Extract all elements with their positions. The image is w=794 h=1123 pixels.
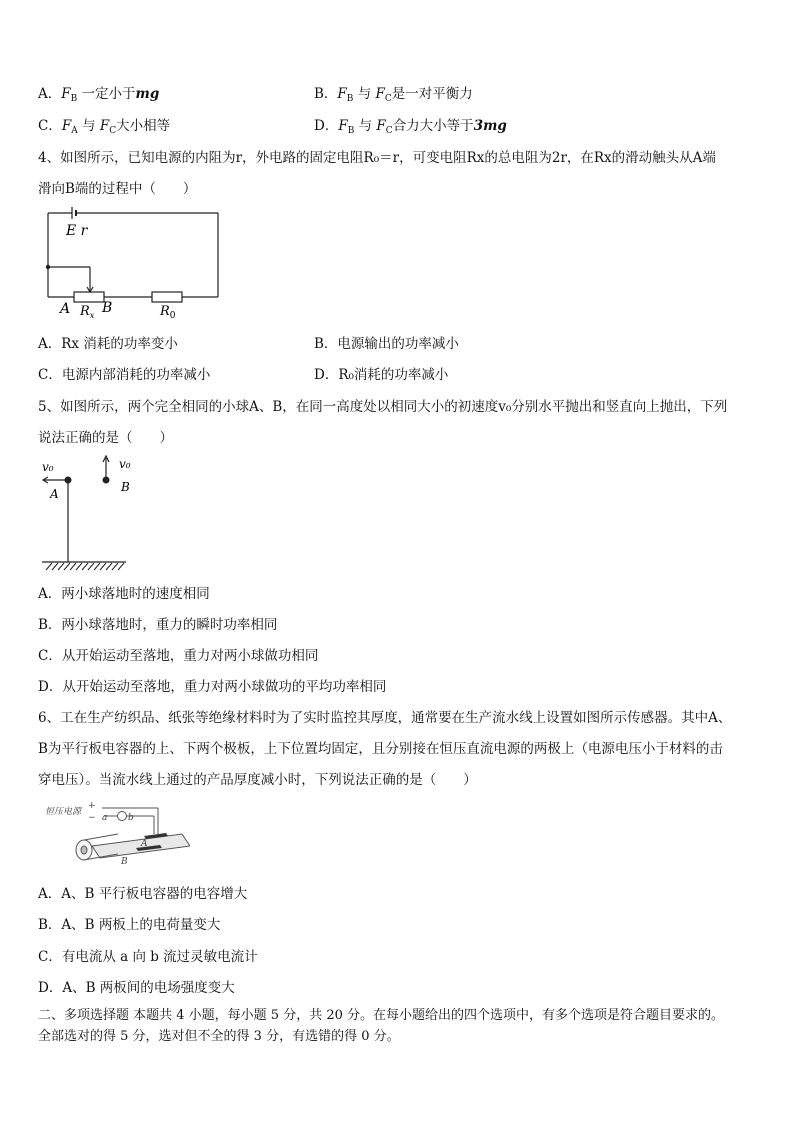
q3-option-d: D．$F_B$ 与 $F_C$合力大小等于3mg xyxy=(314,118,507,136)
q5-ball-a-label: A xyxy=(50,487,59,501)
section2-heading-line1: 二、多项选择题 本题共 4 小题，每小题 5 分，共 20 分。在每小题给出的四个选项中，有多个选项是符合题目要求的。 xyxy=(38,1008,725,1023)
q5-velocity-b-label: v₀ xyxy=(119,457,131,471)
q6-label-b-terminal: b xyxy=(128,813,134,823)
q6-plate-a-label: A xyxy=(141,839,148,849)
q4-label-a: A xyxy=(60,301,71,317)
q4-circuit-diagram xyxy=(38,205,228,320)
q5-projectile-diagram xyxy=(38,452,138,577)
q4-label-rx: $R_x$ xyxy=(80,304,95,320)
q4-option-a: A．Rx 消耗的功率变小 xyxy=(38,336,178,352)
q6-option-a: A．A、B 平行板电容器的电容增大 xyxy=(38,886,248,902)
q6-stem-line1: 6、工在生产纺织品、纸张等绝缘材料时为了实时监控其厚度，通常要在生产流水线上设置如图所示传感器。其中A、 xyxy=(38,710,732,726)
q6-option-b: B．A、B 两板上的电荷量变大 xyxy=(38,917,221,933)
q5-option-b: B．两小球落地时，重力的瞬时功率相同 xyxy=(38,617,278,633)
q5-velocity-a-label: v₀ xyxy=(42,460,54,474)
q6-option-d: D．A、B 两板间的电场强度变大 xyxy=(38,980,235,996)
q4-option-b: B．电源输出的功率减小 xyxy=(314,336,459,352)
q6-plate-b-label: B xyxy=(121,857,128,867)
q6-label-a-terminal: a xyxy=(102,813,108,823)
q4-option-d: D．R₀消耗的功率减小 xyxy=(314,367,449,383)
q4-label-r0: $R_0$ xyxy=(160,304,176,320)
q3-option-c: C．$F_A$ 与 $F_C$大小相等 xyxy=(38,118,171,136)
q4-source-label: E r xyxy=(66,223,88,239)
q6-stem-line3: 穿电压）。当流水线上通过的产品厚度减小时，下列说法正确的是（ ） xyxy=(38,772,477,788)
q4-option-c: C．电源内部消耗的功率减小 xyxy=(38,367,211,383)
q5-stem-line1: 5、如图所示，两个完全相同的小球A、B，在同一高度处以相同大小的初速度v₀分别水平抛出和竖直向上抛出，下列 xyxy=(38,399,728,415)
q6-option-c: C．有电流从 a 向 b 流过灵敏电流计 xyxy=(38,949,258,965)
q3-option-b: B．$F_B$ 与 $F_C$是一对平衡力 xyxy=(314,86,473,104)
q6-sensor-diagram xyxy=(40,798,190,870)
q5-option-c: C．从开始运动至落地，重力对两小球做功相同 xyxy=(38,648,319,664)
q6-stem-line2: B为平行板电容器的上、下两个极板，上下位置均固定，且分别接在恒压直流电源的两极上（电源电压小于材料的击 xyxy=(38,741,723,757)
q5-option-d: D．从开始运动至落地，重力对两小球做功的平均功率相同 xyxy=(38,679,387,695)
q6-plus-label: + xyxy=(88,801,96,811)
q4-label-b: B xyxy=(102,300,113,316)
q3-option-a: A．$F_B$ 一定小于mg xyxy=(38,86,160,104)
section2-heading-line2: 全部选对的得 5 分，选对但不全的得 3 分，有选错的得 0 分。 xyxy=(38,1029,400,1044)
q5-stem-line2: 说法正确的是（ ） xyxy=(38,430,173,446)
q4-stem-line2: 滑向B端的过程中（ ） xyxy=(38,181,197,197)
q6-minus-label: − xyxy=(88,813,96,823)
q5-option-a: A．两小球落地时的速度相同 xyxy=(38,586,210,602)
q5-ball-b-label: B xyxy=(121,480,130,494)
q6-source-label: 恒压电源 xyxy=(45,807,82,817)
q4-stem-line1: 4、如图所示，已知电源的内阻为r，外电路的固定电阻R₀＝r，可变电阻Rx的总电阻为2r，在Rx的滑动触头从A端 xyxy=(38,150,716,166)
